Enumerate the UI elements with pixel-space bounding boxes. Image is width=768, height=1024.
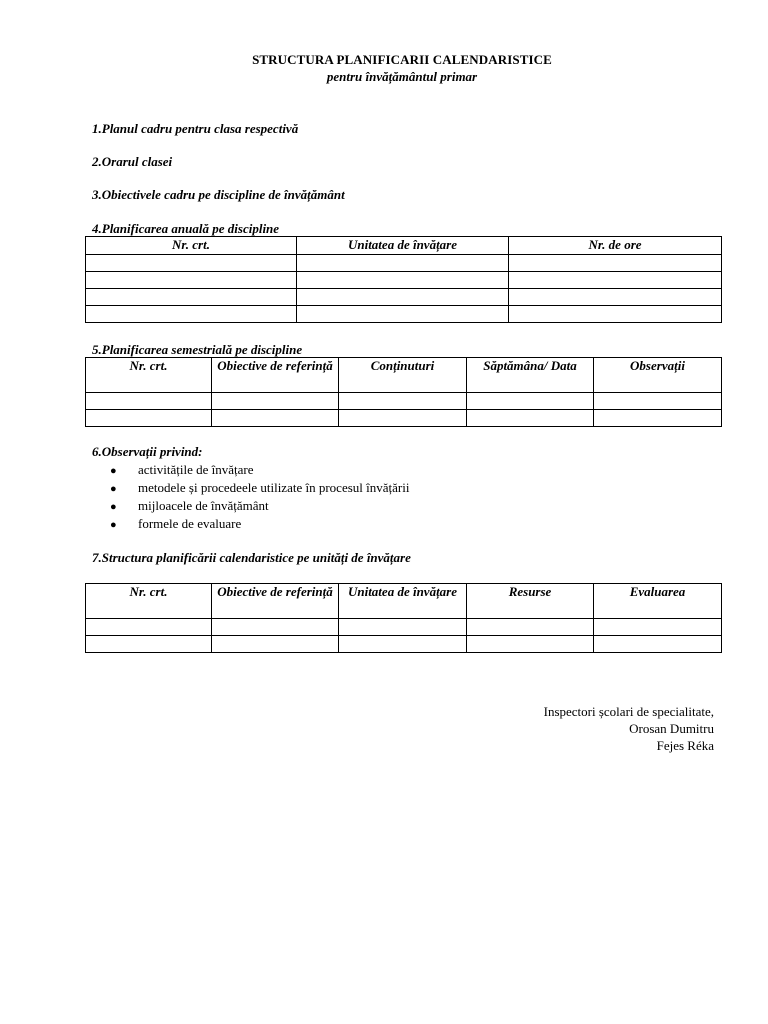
- table-cell: [594, 393, 722, 410]
- table-cell: [509, 289, 722, 306]
- table-cell: [594, 636, 722, 653]
- table-cell: [339, 619, 467, 636]
- table-cell: [594, 619, 722, 636]
- table-cell: [86, 636, 212, 653]
- signature-name: Fejes Réka: [656, 738, 714, 753]
- list-item: [110, 461, 409, 479]
- list-item: [110, 515, 409, 533]
- table-cell: [339, 410, 467, 427]
- column-header: Resurse: [467, 584, 594, 619]
- list-item-text: mijloacele de învățământ: [138, 498, 269, 513]
- list-item: [110, 479, 409, 497]
- table-cell: [86, 272, 297, 289]
- table-row: [86, 410, 722, 427]
- document-subtitle: pentru învățământul primar: [326, 69, 478, 84]
- table-row: [86, 289, 722, 306]
- table-cell: [339, 393, 467, 410]
- table-cell: [212, 619, 339, 636]
- table-cell: [86, 255, 297, 272]
- column-header: Evaluarea: [594, 584, 722, 619]
- table-cell: [509, 255, 722, 272]
- column-header: Unitatea de învățare: [297, 237, 509, 255]
- table-row: [86, 306, 722, 323]
- signature-name: Orosan Dumitru: [629, 721, 714, 736]
- table-cell: [509, 306, 722, 323]
- table-row: [86, 393, 722, 410]
- table-cell: [86, 289, 297, 306]
- semester-planning-table: [85, 357, 722, 427]
- column-header: Unitatea de învățare: [339, 584, 467, 619]
- section-1-heading: 1.Planul cadru pentru clasa respectivă: [92, 121, 299, 136]
- section-4-heading: 4.Planificarea anuală pe discipline: [92, 221, 280, 236]
- learning-units-table: [85, 583, 722, 653]
- list-item-text: metodele și procedeele utilizate în procesul învățării: [138, 480, 410, 495]
- observations-list: [110, 461, 409, 533]
- table-header-row: [86, 358, 722, 393]
- table-cell: [86, 306, 297, 323]
- signature-title: Inspectori școlari de specialitate,: [543, 704, 714, 719]
- table-cell: [297, 289, 509, 306]
- column-header: Nr. de ore: [509, 237, 722, 255]
- table-cell: [212, 393, 339, 410]
- table-cell: [212, 410, 339, 427]
- column-header: Obiective de referință: [212, 584, 339, 619]
- table-cell: [467, 410, 594, 427]
- table-cell: [509, 272, 722, 289]
- section-6-heading: 6.Observații privind:: [92, 444, 203, 459]
- table-cell: [297, 306, 509, 323]
- column-header: Obiective de referință: [212, 358, 339, 393]
- table-cell: [467, 393, 594, 410]
- table-cell: [212, 636, 339, 653]
- table-cell: [86, 393, 212, 410]
- table-cell: [467, 619, 594, 636]
- annual-planning-table: [85, 236, 722, 323]
- table-row: [86, 255, 722, 272]
- bullet-icon: ●: [110, 465, 117, 477]
- column-header: Observații: [594, 358, 722, 393]
- table-cell: [339, 636, 467, 653]
- section-2-heading: 2.Orarul clasei: [92, 154, 173, 169]
- column-header: Nr. crt.: [86, 237, 297, 255]
- list-item: [110, 497, 409, 515]
- bullet-icon: ●: [110, 483, 117, 495]
- section-3-heading: 3.Obiectivele cadru pe discipline de învățământ: [92, 187, 345, 202]
- table-row: [86, 272, 722, 289]
- bullet-icon: ●: [110, 519, 117, 531]
- table-cell: [594, 410, 722, 427]
- table-cell: [467, 636, 594, 653]
- table-cell: [297, 255, 509, 272]
- table-row: [86, 636, 722, 653]
- section-7-heading: 7.Structura planificării calendaristice pe unități de învățare: [92, 550, 411, 565]
- table-cell: [297, 272, 509, 289]
- table-cell: [86, 619, 212, 636]
- table-header-row: [86, 584, 722, 619]
- list-item-text: activitățile de învățare: [138, 462, 254, 477]
- table-cell: [86, 410, 212, 427]
- column-header: Nr. crt.: [86, 358, 212, 393]
- table-row: [86, 619, 722, 636]
- bullet-icon: ●: [110, 501, 117, 513]
- column-header: Conținuturi: [339, 358, 467, 393]
- list-item-text: formele de evaluare: [138, 516, 242, 531]
- column-header: Nr. crt.: [86, 584, 212, 619]
- section-5-heading: 5.Planificarea semestrială pe discipline: [92, 342, 303, 357]
- table-header-row: [86, 237, 722, 255]
- column-header: Săptămâna/ Data: [467, 358, 594, 393]
- signature-block: [544, 703, 714, 754]
- document-title: STRUCTURA PLANIFICARII CALENDARISTICE: [252, 52, 552, 67]
